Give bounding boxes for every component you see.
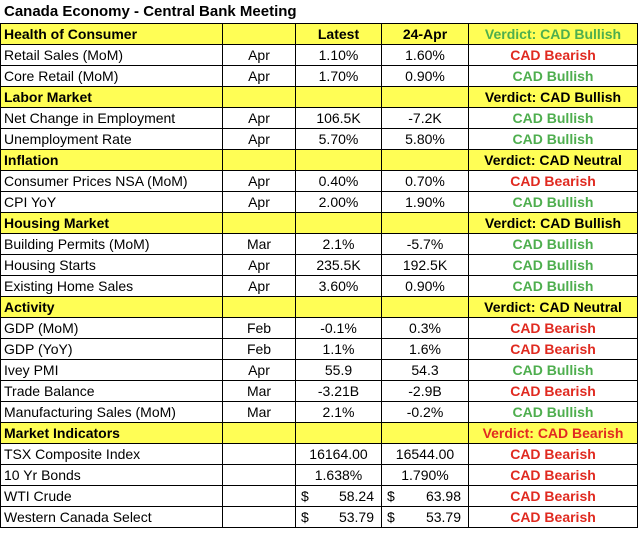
- indicator-name: 10 Yr Bonds: [1, 465, 223, 486]
- latest-value: -0.1%: [296, 318, 382, 339]
- section-blank: [382, 87, 469, 108]
- period-cell: Feb: [223, 339, 296, 360]
- period-cell: [223, 507, 296, 528]
- economy-table: [0, 23, 638, 528]
- section-header-row: [1, 87, 638, 108]
- prior-value: -2.9B: [382, 381, 469, 402]
- latest-value: 1.1%: [296, 339, 382, 360]
- prior-value: -0.2%: [382, 402, 469, 423]
- period-cell: [223, 444, 296, 465]
- signal-cell: CAD Bearish: [469, 486, 638, 507]
- signal-cell: CAD Bearish: [469, 318, 638, 339]
- section-label: Health of Consumer: [1, 24, 223, 45]
- table-row: [1, 171, 638, 192]
- signal-cell: CAD Bullish: [469, 276, 638, 297]
- period-cell: Mar: [223, 234, 296, 255]
- latest-value: 235.5K: [296, 255, 382, 276]
- prior-value: 0.90%: [382, 66, 469, 87]
- period-cell: Mar: [223, 381, 296, 402]
- indicator-name: Housing Starts: [1, 255, 223, 276]
- prior-value: [382, 486, 469, 507]
- period-header: [223, 24, 296, 45]
- signal-cell: CAD Bullish: [469, 108, 638, 129]
- currency-symbol: $: [301, 488, 309, 504]
- section-label: Inflation: [1, 150, 223, 171]
- table-row: [1, 192, 638, 213]
- currency-symbol: $: [387, 509, 395, 525]
- prior-value: 1.6%: [382, 339, 469, 360]
- latest-value-amount: 53.79: [338, 509, 374, 525]
- section-header-row: [1, 297, 638, 318]
- section-verdict: Verdict: CAD Bullish: [469, 87, 638, 108]
- table-row: [1, 465, 638, 486]
- prior-value: [382, 507, 469, 528]
- period-cell: Apr: [223, 171, 296, 192]
- latest-value: 16164.00: [296, 444, 382, 465]
- section-blank: [296, 297, 382, 318]
- latest-value: 2.00%: [296, 192, 382, 213]
- indicator-name: Unemployment Rate: [1, 129, 223, 150]
- section-blank: [296, 213, 382, 234]
- table-row: [1, 402, 638, 423]
- signal-cell: CAD Bullish: [469, 129, 638, 150]
- signal-cell: CAD Bearish: [469, 45, 638, 66]
- section-blank: [223, 87, 296, 108]
- prior-value: 54.3: [382, 360, 469, 381]
- prior-value: 1.790%: [382, 465, 469, 486]
- header-row: [1, 24, 638, 45]
- table-row: [1, 108, 638, 129]
- prior-header: 24-Apr: [382, 24, 469, 45]
- section-blank: [382, 423, 469, 444]
- table-row: [1, 507, 638, 528]
- indicator-name: Consumer Prices NSA (MoM): [1, 171, 223, 192]
- table-row: [1, 360, 638, 381]
- table-row: [1, 339, 638, 360]
- latest-value: 55.9: [296, 360, 382, 381]
- latest-value: 2.1%: [296, 402, 382, 423]
- section-verdict: Verdict: CAD Neutral: [469, 297, 638, 318]
- indicator-name: Core Retail (MoM): [1, 66, 223, 87]
- table-row: [1, 276, 638, 297]
- period-cell: Feb: [223, 318, 296, 339]
- section-blank: [382, 213, 469, 234]
- signal-cell: CAD Bullish: [469, 234, 638, 255]
- indicator-name: Ivey PMI: [1, 360, 223, 381]
- prior-value: 0.3%: [382, 318, 469, 339]
- section-label: Activity: [1, 297, 223, 318]
- section-blank: [223, 423, 296, 444]
- table-row: [1, 486, 638, 507]
- indicator-name: Trade Balance: [1, 381, 223, 402]
- latest-value: 2.1%: [296, 234, 382, 255]
- signal-cell: CAD Bearish: [469, 444, 638, 465]
- section-blank: [223, 213, 296, 234]
- prior-value: 192.5K: [382, 255, 469, 276]
- latest-value: 1.638%: [296, 465, 382, 486]
- signal-cell: CAD Bullish: [469, 66, 638, 87]
- table-row: [1, 381, 638, 402]
- latest-value: -3.21B: [296, 381, 382, 402]
- table-row: [1, 129, 638, 150]
- section-blank: [223, 297, 296, 318]
- currency-symbol: $: [387, 488, 395, 504]
- latest-header: Latest: [296, 24, 382, 45]
- section-blank: [382, 150, 469, 171]
- table-row: [1, 318, 638, 339]
- indicator-name: WTI Crude: [1, 486, 223, 507]
- prior-value: 0.90%: [382, 276, 469, 297]
- signal-cell: CAD Bullish: [469, 255, 638, 276]
- section-verdict: Verdict: CAD Neutral: [469, 150, 638, 171]
- indicator-name: Retail Sales (MoM): [1, 45, 223, 66]
- indicator-name: Western Canada Select: [1, 507, 223, 528]
- period-cell: Mar: [223, 402, 296, 423]
- prior-value: 1.60%: [382, 45, 469, 66]
- section-blank: [296, 150, 382, 171]
- section-label: Labor Market: [1, 87, 223, 108]
- currency-symbol: $: [301, 509, 309, 525]
- period-cell: Apr: [223, 45, 296, 66]
- section-verdict: Verdict: CAD Bearish: [469, 423, 638, 444]
- indicator-name: GDP (YoY): [1, 339, 223, 360]
- period-cell: Apr: [223, 129, 296, 150]
- section-verdict: Verdict: CAD Bullish: [469, 213, 638, 234]
- section-label: Market Indicators: [1, 423, 223, 444]
- period-cell: Apr: [223, 276, 296, 297]
- signal-cell: CAD Bullish: [469, 192, 638, 213]
- section-header-row: [1, 423, 638, 444]
- signal-cell: CAD Bearish: [469, 381, 638, 402]
- section-blank: [296, 423, 382, 444]
- table-row: [1, 66, 638, 87]
- indicator-name: Manufacturing Sales (MoM): [1, 402, 223, 423]
- latest-value: 3.60%: [296, 276, 382, 297]
- signal-cell: CAD Bearish: [469, 171, 638, 192]
- section-verdict: Verdict: CAD Bullish: [469, 24, 638, 45]
- prior-value: -7.2K: [382, 108, 469, 129]
- signal-cell: CAD Bearish: [469, 507, 638, 528]
- period-cell: [223, 465, 296, 486]
- table-row: [1, 444, 638, 465]
- latest-value: [296, 486, 382, 507]
- sheet-title: Canada Economy - Central Bank Meeting: [4, 3, 297, 20]
- prior-value: 1.90%: [382, 192, 469, 213]
- latest-value-amount: 58.24: [338, 488, 374, 504]
- prior-value: 5.80%: [382, 129, 469, 150]
- period-cell: Apr: [223, 255, 296, 276]
- latest-value: 5.70%: [296, 129, 382, 150]
- table-row: [1, 234, 638, 255]
- latest-value: [296, 507, 382, 528]
- prior-value: -5.7%: [382, 234, 469, 255]
- latest-value: 1.70%: [296, 66, 382, 87]
- section-blank: [296, 87, 382, 108]
- latest-value: 106.5K: [296, 108, 382, 129]
- indicator-name: Net Change in Employment: [1, 108, 223, 129]
- latest-value: 1.10%: [296, 45, 382, 66]
- table-row: [1, 45, 638, 66]
- section-blank: [382, 297, 469, 318]
- table-row: [1, 255, 638, 276]
- period-cell: [223, 486, 296, 507]
- prior-value: 0.70%: [382, 171, 469, 192]
- period-cell: Apr: [223, 66, 296, 87]
- indicator-name: Existing Home Sales: [1, 276, 223, 297]
- section-header-row: [1, 150, 638, 171]
- prior-value: 16544.00: [382, 444, 469, 465]
- latest-value: 0.40%: [296, 171, 382, 192]
- signal-cell: CAD Bullish: [469, 360, 638, 381]
- section-label: Housing Market: [1, 213, 223, 234]
- period-cell: Apr: [223, 360, 296, 381]
- prior-value-amount: 53.79: [425, 509, 461, 525]
- indicator-name: GDP (MoM): [1, 318, 223, 339]
- period-cell: Apr: [223, 192, 296, 213]
- signal-cell: CAD Bearish: [469, 339, 638, 360]
- indicator-name: Building Permits (MoM): [1, 234, 223, 255]
- signal-cell: CAD Bearish: [469, 465, 638, 486]
- section-blank: [223, 150, 296, 171]
- section-header-row: [1, 213, 638, 234]
- indicator-name: CPI YoY: [1, 192, 223, 213]
- prior-value-amount: 63.98: [425, 488, 461, 504]
- signal-cell: CAD Bullish: [469, 402, 638, 423]
- indicator-name: TSX Composite Index: [1, 444, 223, 465]
- period-cell: Apr: [223, 108, 296, 129]
